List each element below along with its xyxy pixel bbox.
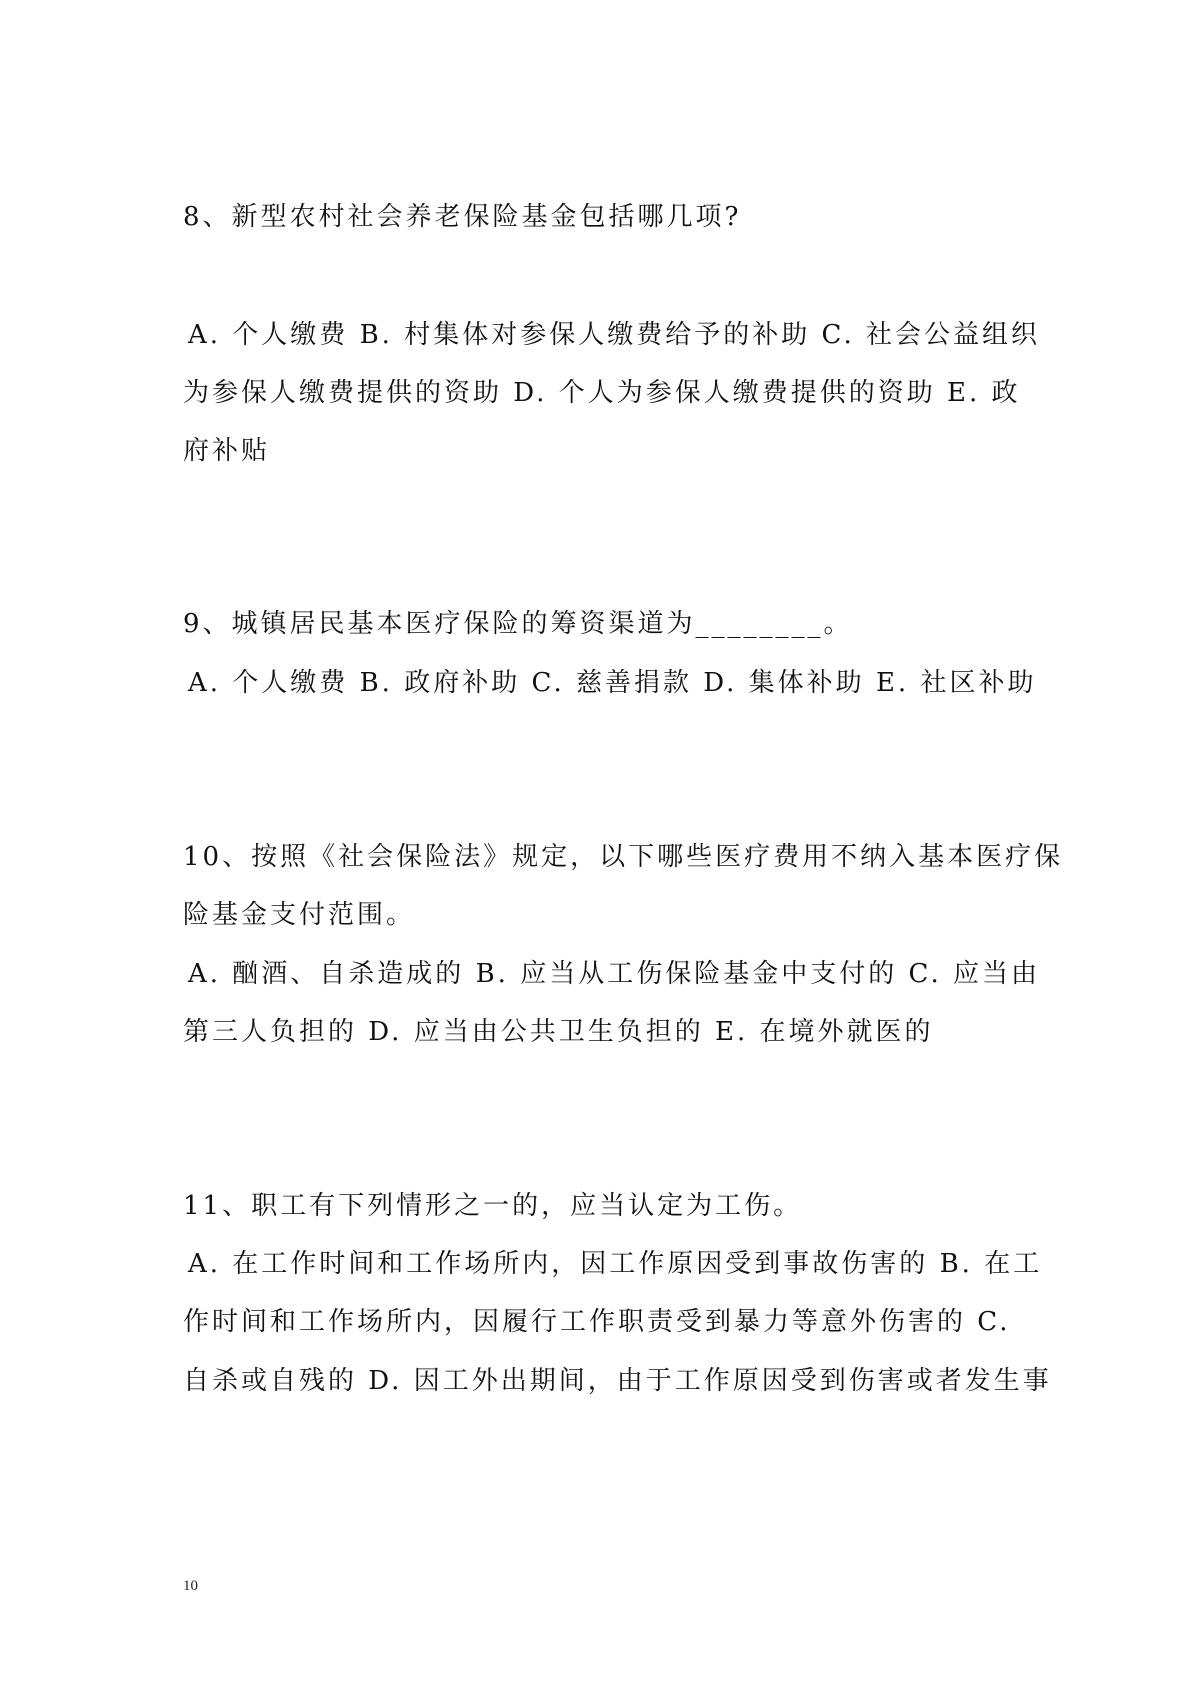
question-stem: 险基金支付范围。 — [183, 900, 416, 930]
option-line: 府补贴 — [183, 436, 271, 466]
question-stem: 9、城镇居民基本医疗保险的筹资渠道为________。 — [183, 609, 853, 639]
question-stem: 10、按照《社会保险法》规定，以下哪些医疗费用不纳入基本医疗保 — [183, 842, 1064, 872]
option-line: 第三人负担的 D. 应当由公共卫生负担的 E. 在境外就医的 — [183, 1017, 934, 1047]
question-stem: 11、职工有下列情形之一的，应当认定为工伤。 — [183, 1191, 803, 1221]
option-line: A. 在工作时间和工作场所内，因工作原因受到事故伤害的 B. 在工 — [188, 1249, 1043, 1279]
option-line: A. 个人缴费 B. 村集体对参保人缴费给予的补助 C. 社会公益组织 — [188, 320, 1040, 350]
option-line: 作时间和工作场所内，因履行工作职责受到暴力等意外伤害的 C. — [183, 1307, 1011, 1337]
question-stem: 8、新型农村社会养老保险基金包括哪几项? — [183, 202, 742, 232]
option-line: 为参保人缴费提供的资助 D. 个人为参保人缴费提供的资助 E. 政 — [183, 378, 1021, 408]
option-line: A. 酗酒、自杀造成的 B. 应当从工伤保险基金中支付的 C. 应当由 — [188, 959, 1040, 989]
option-line: 自杀或自残的 D. 因工外出期间，由于工作原因受到伤害或者发生事 — [183, 1366, 1052, 1396]
page-number: 10 — [183, 1578, 198, 1594]
option-line: A. 个人缴费 B. 政府补助 C. 慈善捐款 D. 集体补助 E. 社区补助 — [188, 668, 1037, 698]
